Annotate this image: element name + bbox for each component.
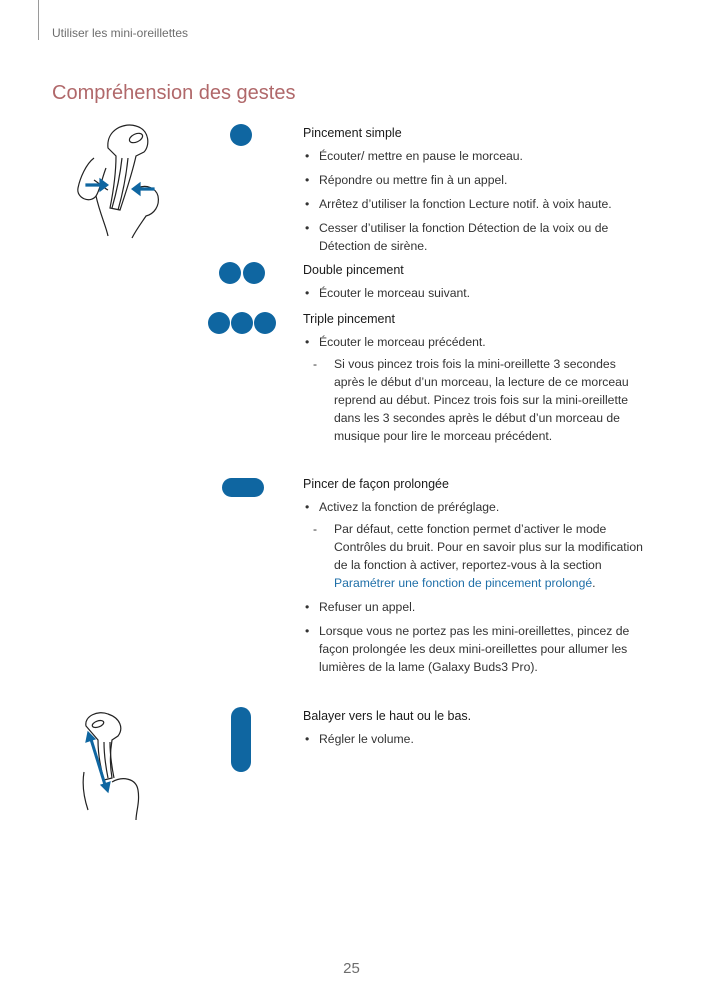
margin-rule [38, 0, 39, 40]
bullet-list [303, 598, 648, 676]
list-item: • Activez la fonction de préréglage. [303, 498, 648, 516]
list-item: • Répondre ou mettre fin à un appel. [303, 171, 648, 189]
single-pinch-dot-icon [230, 124, 252, 146]
list-item: • Écouter/ mettre en pause le morceau. [303, 147, 648, 165]
gesture-title: Pincement simple [303, 126, 402, 140]
long-press-pill-icon [222, 478, 264, 497]
page-title: Compréhension des gestes [52, 82, 296, 104]
sub-text: Par défaut, cette fonction permet d’activer le mode Contrôles du bruit. Pour en savoir plus sur la modification de la fonction à activer, reportez-vous à la section [334, 522, 643, 572]
triple-pinch-dot-icon [208, 312, 230, 334]
list-item: • Arrêtez d’utiliser la fonction Lecture notif. à voix haute. [303, 195, 648, 213]
gesture-swipe [303, 708, 648, 748]
gesture-title: Balayer vers le haut ou le bas. [303, 709, 472, 723]
list-item: • Régler le volume. [303, 730, 648, 748]
bullet-list [303, 147, 648, 255]
bullet-list [303, 284, 648, 302]
bullet-list [303, 333, 648, 351]
gesture-double-pinch [303, 262, 648, 302]
sub-text-end: . [592, 576, 596, 590]
running-header: Utiliser les mini-oreillettes [52, 26, 189, 40]
list-item: • Lorsque vous ne portez pas les mini-oreillettes, pincez de façon prolongée les deux mini-oreillettes pour allumer les lumières de la lame (Galaxy Buds3 Pro). [303, 622, 648, 676]
double-pinch-dot-icon [219, 262, 241, 284]
triple-pinch-dot-icon [254, 312, 276, 334]
sub-list-item [303, 520, 648, 592]
list-item: • Cesser d’utiliser la fonction Détection de la voix ou de Détection de sirène. [303, 219, 648, 255]
gesture-title: Triple pincement [303, 312, 395, 326]
page-number: 25 [343, 960, 360, 977]
list-item: • Écouter le morceau suivant. [303, 284, 648, 302]
bullet-list [303, 498, 648, 516]
triple-pinch-dot-icon [231, 312, 253, 334]
gesture-title: Pincer de façon prolongée [303, 477, 449, 491]
gesture-long-pinch [303, 476, 648, 676]
bullet-list [303, 730, 648, 748]
sub-list [303, 520, 648, 592]
list-item: • Refuser un appel. [303, 598, 648, 616]
swipe-illustration [82, 712, 162, 820]
sub-list [303, 355, 648, 445]
section-link[interactable]: Paramétrer une fonction de pincement prolongé [334, 576, 593, 590]
swipe-pill-icon [231, 707, 251, 772]
gesture-triple-pinch [303, 311, 648, 445]
gesture-title: Double pincement [303, 263, 404, 277]
sub-list-item: - Si vous pincez trois fois la mini-oreillette 3 secondes après le début d’un morceau, la lecture de ce morceau reprend au début. Pincez trois fois sur la mini-oreillette dans les 3 secondes après le début d’un morceau de musique pour lire le morceau précédent. [303, 355, 648, 445]
double-pinch-dot-icon [243, 262, 265, 284]
pinch-illustration [66, 118, 176, 240]
list-item: • Écouter le morceau précédent. [303, 333, 648, 351]
gesture-single-pinch [303, 125, 648, 255]
